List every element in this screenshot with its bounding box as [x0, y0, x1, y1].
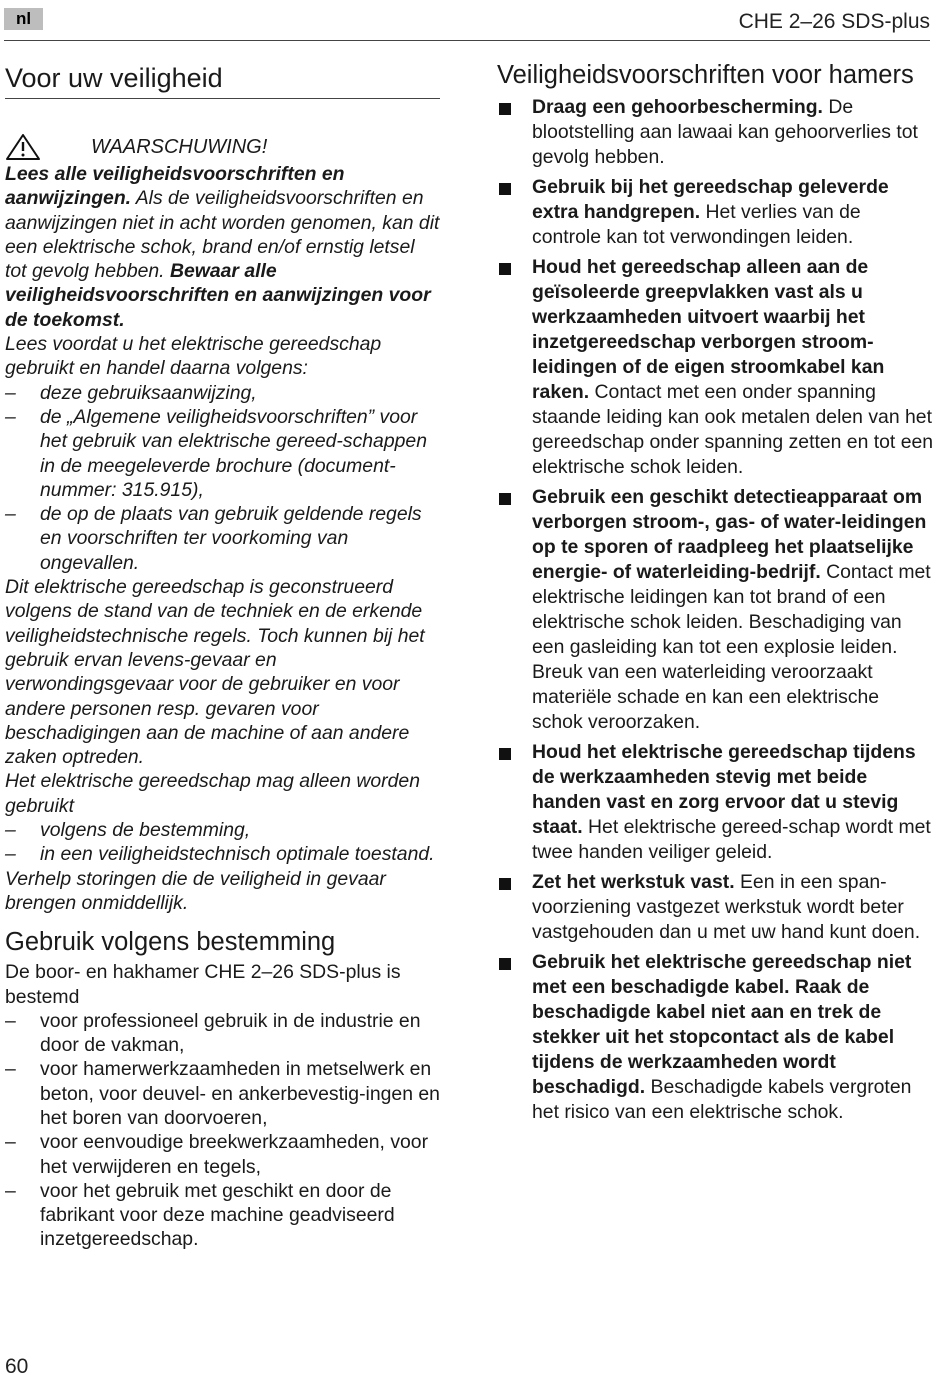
bullet-square-icon — [499, 958, 511, 970]
right-column — [497, 60, 935, 1130]
bullet-square-icon — [499, 878, 511, 890]
keep-instructions-bold: Bewaar alle veiligheidsvoorschriften en aanwijzingen voor de toekomst. — [5, 260, 431, 331]
list-item: Gebruik het elektrische gereedschap niet met een beschadigde kabel. Raak de beschadigde kabel niet aan en trek de stekker uit het stopcontact als de kabel tijdens de werkzaamheden wordt beschadigd. Beschadigde kabels vergroten het risico van een elektrische schok. — [497, 950, 935, 1125]
section-title-hammer-safety: Veiligheidsvoorschriften voor hamers — [497, 61, 914, 89]
bullet-square-icon — [499, 183, 511, 195]
safety-paragraph-3: Dit elektrische gereedschap is geconstrueerd volgens de stand van de techniek en de erkende veiligheidstechnische regels. Toch kunnen bij het gebruik ervan levens-gevaar en verwondingsgevaar voor de gebruiker en voor andere personen resp. gevaren voor beschadigingen aan de machine of aan andere zaken optreden. — [5, 576, 425, 769]
safety-paragraph-2: Lees voordat u het elektrische gereedschap gebruikt en handel daarna volgens: — [5, 333, 382, 380]
list-item: Houd het elektrische gereedschap tijdens de werkzaamheden stevig met beide handen vast en zorg ervoor dat u stevig staat. Het elektrische gereed-schap wordt met twee handen veiliger geleid. — [497, 740, 935, 865]
list-item: – voor hamerwerkzaamheden in metselwerk en beton, voor deuvel- en ankerbevestig-ingen en het boren van doorvoeren, — [5, 1058, 440, 1129]
list-item: – voor het gebruik met geschikt en door de fabrikant voor deze machine geadviseerd inzetgereedschap. — [5, 1179, 395, 1251]
list-item: – in een veiligheidstechnisch optimale toestand. — [5, 843, 435, 866]
document-list — [5, 381, 440, 575]
list-item: – voor eenvoudige breekwerkzaamheden, voor het verwijderen en tegels, — [5, 1131, 429, 1178]
section-title-intended-use: Gebruik volgens bestemming — [5, 928, 336, 957]
section-title-safety: Voor uw veiligheid — [5, 60, 440, 99]
list-item: Gebruik bij het gereedschap geleverde extra handgrepen. Het verlies van de controle kan tot verwondingen leiden. — [497, 175, 935, 250]
usage-conditions-list — [5, 818, 440, 867]
warning-row — [5, 133, 440, 161]
read-instructions-text: Als de veiligheidsvoorschriften en aanwijzingen niet in acht worden genomen, kan dit een elektrische schok, brand en/of ernstig letsel tot gevolg hebben. — [5, 187, 440, 283]
intended-use-list — [5, 1009, 440, 1252]
list-item: – de op de plaats van gebruik geldende regels en voorschriften ter voorkoming van ongevallen. — [5, 503, 422, 574]
safety-paragraph-4: Het elektrische gereedschap mag alleen worden gebruikt — [5, 770, 420, 817]
left-column — [5, 60, 440, 1252]
read-instructions-bold: Lees alle veiligheidsvoorschriften en aanwijzingen. — [5, 163, 345, 210]
safety-paragraph-5: Verhelp storingen die de veiligheid in gevaar brengen onmiddellijk. — [5, 867, 386, 914]
warning-label: WAARSCHUWING! — [91, 135, 268, 158]
bullet-square-icon — [499, 748, 511, 760]
list-item: – deze gebruiksaanwijzing, — [5, 381, 257, 404]
page-number: 60 — [5, 1355, 29, 1378]
bullet-square-icon — [499, 103, 511, 115]
intended-use-intro: De boor- en hakhamer CHE 2–26 SDS-plus is bestemd — [5, 961, 401, 1008]
list-item: Draag een gehoorbescherming. De blootstelling aan lawaai kan gehoorverlies tot gevolg hebben. — [497, 95, 935, 170]
list-item: – voor professioneel gebruik in de industrie en door de vakman, — [5, 1009, 421, 1057]
header-divider — [4, 40, 930, 41]
list-item: – volgens de bestemming, — [5, 819, 251, 842]
list-item: Zet het werkstuk vast. Een in een span-voorziening vastgezet werkstuk wordt beter vastgehouden dan u met uw hand kunt doen. — [497, 870, 935, 945]
hammer-safety-list — [497, 95, 935, 1125]
list-item: Houd het gereedschap alleen aan de geïsoleerde greepvlakken vast als u werkzaamheden uitvoert waarbij het inzetgereedschap verborgen stroom-leidingen of de eigen stroomkabel kan raken. Contact met een onder spanning staande leiding kan ook metalen delen van het gereedschap onder spanning zetten en tot een elektrische schok leiden. — [497, 255, 935, 480]
list-item: – de „Algemene veiligheidsvoorschriften” voor het gebruik van elektrische gereed-schappen in de meegeleverde brochure (document-nummer: 315.915), — [5, 405, 427, 501]
language-badge: nl — [4, 8, 43, 30]
bullet-square-icon — [499, 493, 511, 505]
warning-triangle-icon — [5, 133, 41, 161]
list-item: Gebruik een geschikt detectieapparaat om verborgen stroom-, gas- of water-leidingen op te sporen of raadpleeg het plaatselijke energie- of waterleiding-bedrijf. Contact met elektrische leidingen kan tot brand of een elektrische schok leiden. Beschadiging van een gasleiding kan tot een explosie leiden. Breuk van een waterleiding veroorzaakt materiële schade en kan een elektrische schok veroorzaken. — [497, 485, 935, 735]
bullet-square-icon — [499, 263, 511, 275]
safety-paragraph-1 — [5, 162, 440, 332]
model-name: CHE 2–26 SDS-plus — [738, 10, 930, 33]
